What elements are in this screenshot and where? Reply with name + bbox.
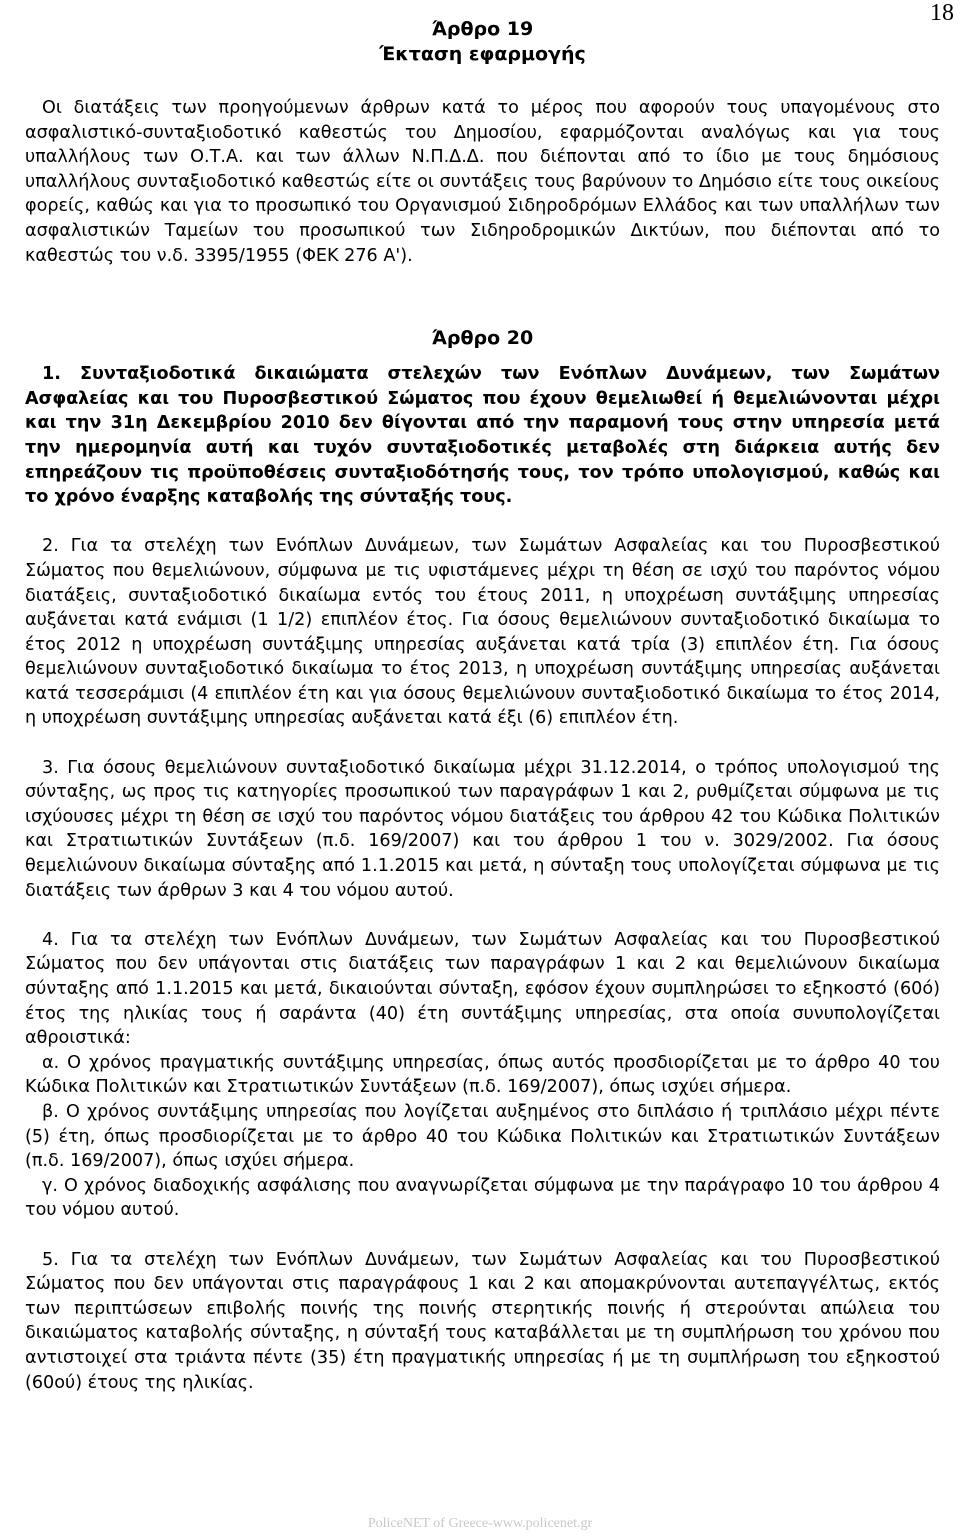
- article-19-title: Άρθρο 19: [431, 18, 534, 40]
- article-20-paragraph-4: 4. Για τα στελέχη των Ενόπλων Δυνάμεων, των Σωμάτων Ασφαλείας και του Πυροσβεστικού Σώματος που δεν υπάγονται στις διατάξεις των παραγράφων 1 και 2 και θεμελιώνουν δικαίωμα σύνταξης από 1.1.2015 και μετά, δικαιούνται σύνταξη, εφόσον έχουν συμπληρώσει το εξηκοστό (60ό) έτος της ηλικίας τους ή σαράντα (40) έτη συντάξιμης υπηρεσίας, στα οποία συνυπολογίζεται αθροιστικά:: [25, 929, 940, 1049]
- article-20-paragraph-5: 5. Για τα στελέχη των Ενόπλων Δυνάμεων, των Σωμάτων Ασφαλείας και του Πυροσβεστικού Σώματος που δεν υπάγονται στις παραγράφους 1 και 2 και απομακρύνονται αυτεπαγγέλτως, εκτός των περιπτώσεων επιβολής ποινής της ποινής στερητικής ποινής ή στερούνται απώλεια του δικαιώματος καταβολής σύνταξης, η σύνταξή τους καταβάλλεται με τη συμπλήρωση του χρόνου που αντιστοιχεί στα τριάντα πέντε (35) έτη πραγματικής υπηρεσίας ή με τη συμπλήρωση του εξηκοστού (60ού) έτους της ηλικίας.: [25, 1249, 940, 1393]
- article-19-paragraph: Οι διατάξεις των προηγούμενων άρθρων κατά το μέρος που αφορούν τους υπαγομένους στο ασφαλιστικό-συνταξιοδοτικό καθεστώς του Δημοσίου, εφαρμόζονται αναλόγως και για τους υπαλλήλους των Ο.Τ.Α. και των άλλων Ν.Π.Δ.Δ. που διέπονται από το ίδιο με τους δημόσιους υπαλλήλους συνταξιοδοτικό καθεστώς είτε οι συντάξεις τους βαρύνουν το Δημόσιο είτε τους οικείους φορείς, καθώς και για το προσωπικό του Οργανισμού Σιδηροδρόμων Ελλάδος και των υπαλλήλων των ασφαλιστικών Ταμείων του προσωπικού των Σιδηροδρομικών Δικτύων, που διέπονται από το καθεστώς του ν.δ. 3395/1955 (ΦΕΚ 276 Α').: [25, 98, 940, 266]
- article-20-paragraph-4a: α. Ο χρόνος πραγματικής συντάξιμης υπηρεσίας, όπως αυτός προσδιορίζεται με το άρθρο 40 του Κώδικα Πολιτικών και Στρατιωτικών Συντάξεων (π.δ. 169/2007), όπως ισχύει σήμερα.: [25, 1052, 940, 1098]
- article-20-paragraph-1: 1. Συνταξιοδοτικά δικαιώματα στελεχών των Ενόπλων Δυνάμεων, των Σωμάτων Ασφαλείας και του Πυροσβεστικού Σώματος που έχουν θεμελιωθεί ή θεμελιώνονται μέχρι και την 31η Δεκεμβρίου 2010 δεν θίγονται από την παραμονή τους στην υπηρεσία μετά την ημερομηνία αυτή και τυχόν συνταξιοδοτικές μεταβολές στη διάρκεια αυτής δεν επηρεάζουν τις προϋποθέσεις συνταξιοδότησής τους, τον τρόπο υπολογισμού, καθώς και το χρόνο έναρξης καταβολής της σύνταξής τους.: [25, 364, 940, 508]
- article-20-paragraph-4b: β. Ο χρόνος συντάξιμης υπηρεσίας που λογίζεται αυξημένος στο διπλάσιο ή τριπλάσιο μέχρι πέντε (5) έτη, όπως προσδιορίζεται με το άρθρο 40 του Κώδικα Πολιτικών και Στρατιωτικών Συντάξεων (π.δ. 169/2007), όπως ισχύει σήμερα.: [25, 1101, 940, 1172]
- article-20-paragraph-4c: γ. Ο χρόνος διαδοχικής ασφάλισης που αναγνωρίζεται σύμφωνα με την παράγραφο 10 του άρθρου 4 του νόμου αυτού.: [25, 1175, 940, 1221]
- document-body: [25, 17, 940, 1395]
- article-20-paragraph-2: 2. Για τα στελέχη των Ενόπλων Δυνάμεων, των Σωμάτων Ασφαλείας και του Πυροσβεστικού Σώματος που θεμελιώνουν, σύμφωνα με τις υφιστάμενες μέχρι τη θέση σε ισχύ του παρόντος νόμου διατάξεις, συνταξιοδοτικό δικαίωμα εντός του έτους 2011, η υποχρέωση συντάξιμης υπηρεσίας αυξάνεται κατά ενάμισι (1 1/2) επιπλέον έτος. Για όσους θεμελιώνουν συνταξιοδοτικό δικαίωμα το έτος 2012 η υποχρέωση συντάξιμης υπηρεσίας αυξάνεται κατά τρία (3) επιπλέον έτη. Για όσους θεμελιώνουν συνταξιοδοτικό δικαίωμα το έτος 2013, η υποχρέωση συντάξιμης υπηρεσίας αυξάνεται κατά τεσσεράμισι (4 επιπλέον έτη και για όσους θεμελιώνουν συνταξιοδοτικό δικαίωμα το έτος 2014, η υποχρέωση συντάξιμης υπηρεσίας αυξάνεται κατά έξι (6) επιπλέον έτη.: [25, 536, 940, 729]
- article-20-title: Άρθρο 20: [431, 327, 534, 350]
- article-19-subtitle: Έκταση εφαρμογής: [379, 43, 586, 65]
- article-20-paragraph-3: 3. Για όσους θεμελιώνουν συνταξιοδοτικό δικαίωμα μέχρι 31.12.2014, ο τρόπος υπολογισμού της σύνταξης, ως προς τις κατηγορίες προσωπικού των παραγράφων 1 και 2, ρυθμίζεται σύμφωνα με τις ισχύουσες μέχρι τη θέση σε ισχύ του παρόντος νόμου διατάξεις του άρθρου 42 του Κώδικα Πολιτικών και Στρατιωτικών Συντάξεων (π.δ. 169/2007) και του άρθρου 1 του ν. 3029/2002. Για όσους θεμελιώνουν δικαίωμα σύνταξης από 1.1.2015 και μετά, η σύνταξη τους υπολογίζεται σύμφωνα με τις διατάξεις των άρθρων 3 και 4 του νόμου αυτού.: [25, 757, 940, 901]
- footer-watermark: PoliceNET of Greece-www.policenet.gr: [367, 1516, 593, 1531]
- page-number: 18: [930, 0, 954, 26]
